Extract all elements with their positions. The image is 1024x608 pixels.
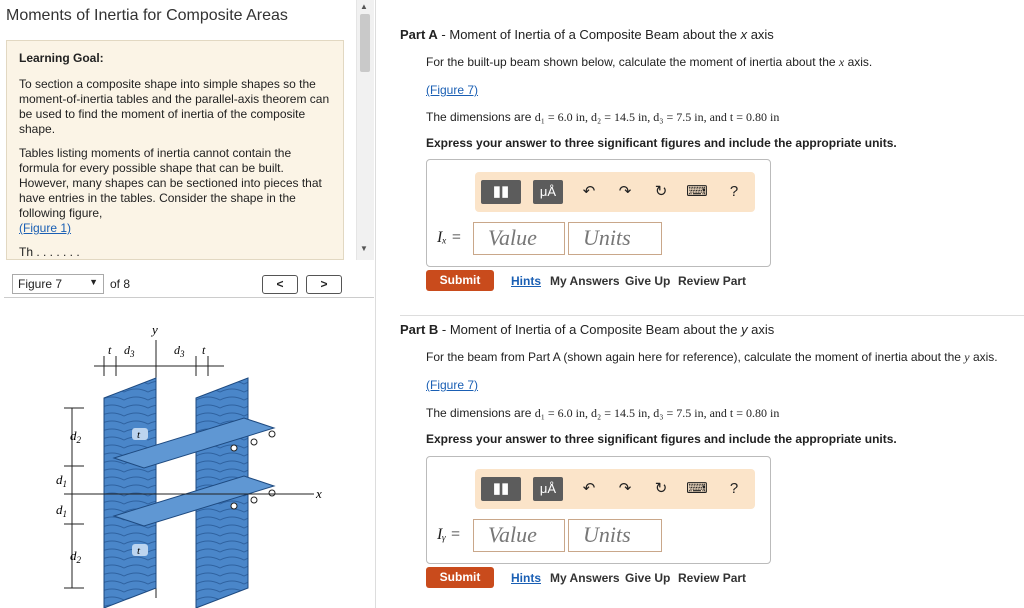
keyboard-icon[interactable]: ⌨ (686, 480, 708, 497)
part-b-units-input[interactable]: Units (568, 519, 662, 552)
undo-icon[interactable]: ↶ (582, 480, 596, 497)
t-right-label: t (202, 343, 206, 357)
d1-top-label: $d_1$ (56, 472, 67, 489)
learning-goal-box (6, 40, 344, 260)
svg-text:t: t (137, 545, 141, 557)
beam-figure (4, 298, 374, 608)
templates-icon[interactable]: ▮▮ (481, 180, 521, 204)
scroll-up-icon[interactable]: ▲ (360, 2, 368, 11)
part-a-dimensions: The dimensions are d₁ = 6.0 in, d₂ = 14.5 in, d₃ = 7.5 in, and t = 0.80 in (426, 110, 780, 124)
templates-icon[interactable]: ▮▮ (481, 477, 521, 501)
svg-text:t: t (137, 429, 141, 441)
t-left-label: t (108, 343, 112, 357)
page-title: Moments of Inertia for Composite Areas (6, 7, 288, 24)
d1-bottom-label: $d_1$ (56, 502, 67, 519)
left-plate (104, 378, 156, 608)
part-b-title: Part B - Moment of Inertia of a Composite Beam about the y axis (400, 322, 775, 337)
left-panel (0, 0, 376, 608)
part-a-figure-link[interactable]: (Figure 7) (426, 83, 479, 97)
figure-count: of 8 (110, 277, 131, 291)
part-b (400, 322, 1024, 608)
d3-right-label: $d_3$ (174, 343, 185, 359)
redo-icon[interactable]: ↷ (618, 480, 632, 497)
units-symbol-icon[interactable]: μÅ (533, 477, 563, 501)
part-b-my-answers-link[interactable]: My Answers (550, 571, 620, 585)
part-b-toolbar (475, 469, 755, 509)
d3-left-label: $d_3$ (124, 343, 135, 359)
part-a-give-up-link[interactable]: Give Up (625, 274, 671, 288)
d2-bottom-label: $d_2$ (70, 548, 81, 565)
part-b-answer-box (426, 456, 771, 564)
keyboard-icon[interactable]: ⌨ (686, 183, 708, 200)
part-a-instructions: Express your answer to three significant figures and include the appropriate units. (426, 136, 897, 150)
help-icon[interactable]: ? (729, 183, 739, 200)
part-a-value-input[interactable]: Value (473, 222, 565, 255)
ix-label: Iₓ = (437, 229, 462, 246)
part-a-hints-link[interactable]: Hints (511, 274, 541, 288)
learning-goal-text: To section a composite shape into simple shapes so the moment-of-inertia tables and the parallel-axis theorem can be used to find the moment of inertia of the composite shape. (19, 77, 330, 136)
part-a-review-link[interactable]: Review Part (678, 274, 747, 288)
part-a-actions (426, 270, 826, 292)
part-b-instructions: Express your answer to three significant figures and include the appropriate units. (426, 432, 897, 446)
part-a-submit-button[interactable]: Submit (426, 270, 494, 291)
reset-icon[interactable]: ↻ (654, 183, 668, 200)
iy-label: Iᵧ = (437, 526, 461, 543)
redo-icon[interactable]: ↷ (618, 183, 632, 200)
part-a-units-input[interactable]: Units (568, 222, 662, 255)
help-icon[interactable]: ? (729, 480, 739, 497)
part-b-value-input[interactable]: Value (473, 519, 565, 552)
scroll-down-icon[interactable]: ▼ (360, 244, 368, 253)
figure-select[interactable]: Figure 7 ▼ (12, 274, 104, 294)
part-b-give-up-link[interactable]: Give Up (625, 571, 671, 585)
part-a-answer-box (426, 159, 771, 267)
part-b-prompt: For the beam from Part A (shown again here for reference), calculate the moment of inertia about the y axis. (426, 350, 998, 364)
d2-top-label: $d_2$ (70, 428, 81, 445)
part-b-figure-link[interactable]: (Figure 7) (426, 378, 479, 392)
figure-navigation (8, 272, 348, 296)
y-axis-label: y (152, 322, 158, 337)
tables-text: Tables listing moments of inertia cannot contain the formula for every possible shape that can be built. However, many shapes can be sectioned into pieces that have entries in the tables. Consider the shape in the following figure, (Figure 1) (19, 146, 322, 235)
part-b-actions (426, 567, 826, 589)
dropdown-arrow-icon: ▼ (89, 277, 98, 287)
part-a-title: Part A - Moment of Inertia of a Composite Beam about the x axis (400, 27, 774, 42)
part-b-submit-button[interactable]: Submit (426, 567, 494, 588)
part-divider (400, 315, 1024, 316)
part-a-prompt: For the built-up beam shown below, calculate the moment of inertia about the x axis. (426, 55, 873, 69)
part-b-hints-link[interactable]: Hints (511, 571, 541, 585)
part-b-review-link[interactable]: Review Part (678, 571, 747, 585)
scrollbar-thumb[interactable] (360, 14, 370, 72)
part-b-dimensions: The dimensions are d₁ = 6.0 in, d₂ = 14.5 in, d₃ = 7.5 in, and t = 0.80 in (426, 406, 780, 420)
next-figure-button[interactable]: > (306, 275, 342, 294)
part-a (400, 27, 1024, 312)
figure-1-link[interactable]: (Figure 1) (19, 221, 72, 235)
part-a-my-answers-link[interactable]: My Answers (550, 274, 620, 288)
part-a-toolbar (475, 172, 755, 212)
reset-icon[interactable]: ↻ (654, 480, 668, 497)
undo-icon[interactable]: ↶ (582, 183, 596, 200)
figure-panel (4, 297, 374, 608)
units-symbol-icon[interactable]: μÅ (533, 180, 563, 204)
prev-figure-button[interactable]: < (262, 275, 298, 294)
learning-goal-heading: Learning Goal: (19, 51, 104, 65)
cut-off-text: Th . . . . . . . (19, 245, 80, 259)
x-axis-label: x (316, 486, 322, 501)
